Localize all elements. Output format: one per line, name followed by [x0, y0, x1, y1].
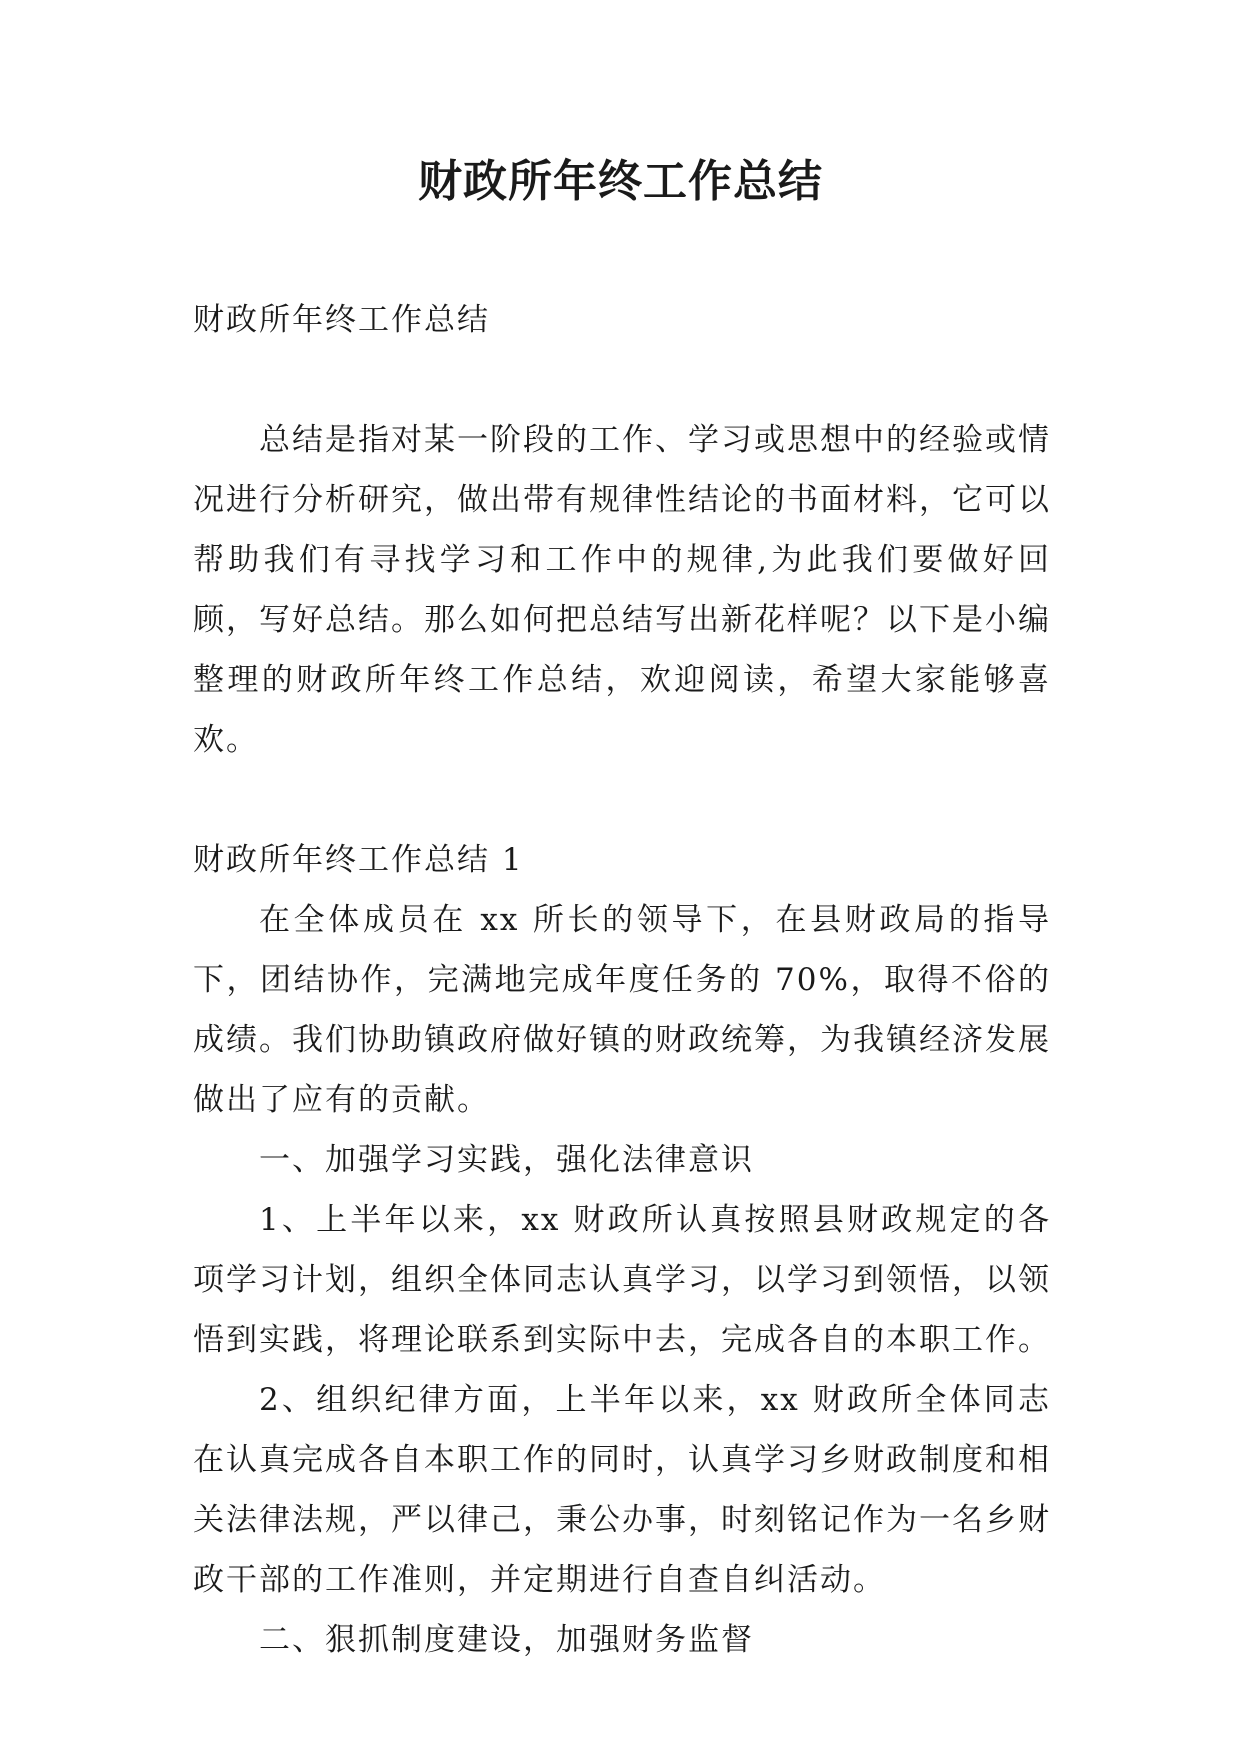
document-subtitle: 财政所年终工作总结	[193, 302, 490, 338]
body-paragraph: 2、组织纪律方面，上半年以来，xx 财政所全体同志在认真完成各自本职工作的同时，认真学习乡财政制度和相关法律法规，严以律己，秉公办事，时刻铭记作为一名乡财政干部的工作准则，并定期进行自查自纠活动。	[193, 1382, 1051, 1598]
subsection-heading: 二、狠抓制度建设，加强财务监督	[259, 1622, 754, 1658]
intro-paragraph: 总结是指对某一阶段的工作、学习或思想中的经验或情况进行分析研究，做出带有规律性结论的书面材料，它可以帮助我们有寻找学习和工作中的规律,为此我们要做好回顾，写好总结。那么如何把总结写出新花样呢？以下是小编整理的财政所年终工作总结，欢迎阅读，希望大家能够喜欢。	[193, 422, 1051, 758]
body-paragraph: 1、上半年以来，xx 财政所认真按照县财政规定的各项学习计划，组织全体同志认真学习，以学习到领悟，以领悟到实践，将理论联系到实际中去，完成各自的本职工作。	[193, 1202, 1051, 1358]
section-heading: 财政所年终工作总结 1	[193, 842, 524, 878]
body-paragraph: 在全体成员在 xx 所长的领导下，在县财政局的指导下，团结协作，完满地完成年度任务的 70%，取得不俗的成绩。我们协助镇政府做好镇的财政统筹，为我镇经济发展做出了应有的贡献。	[193, 902, 1051, 1118]
subsection-heading: 一、加强学习实践，强化法律意识	[259, 1142, 754, 1178]
document-body	[193, 290, 1051, 1670]
document-title: 财政所年终工作总结	[418, 156, 823, 207]
